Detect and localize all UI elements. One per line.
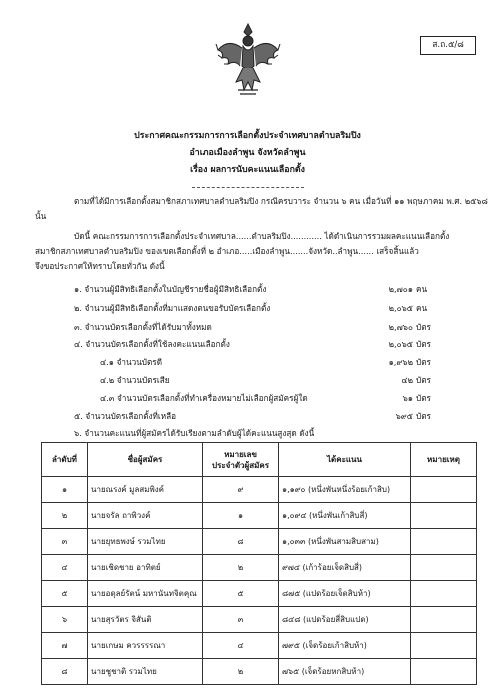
cell-remark — [411, 477, 477, 503]
stat-unit: คน — [416, 303, 428, 313]
stat-row — [0, 356, 495, 368]
body-line-3: จึงขอประกาศให้ทราบโดยทั่วกัน ดังนี้ — [35, 261, 165, 271]
cell-number: ๓ — [203, 607, 279, 633]
cell-votes: ๘๔๘ (แปดร้อยสี่สิบแปด) — [279, 607, 411, 633]
cell-number: ๒ — [203, 659, 279, 685]
cell-order: ๓ — [42, 529, 88, 555]
stat-label: ๑. จำนวนผู้มีสิทธิเลือกตั้งในบัญชีรายชื่อผู้มีสิทธิเลือกตั้ง — [74, 284, 267, 294]
col-header-remark: หมายเหตุ — [411, 443, 477, 477]
stat-unit: บัตร — [416, 375, 431, 385]
cell-remark — [411, 659, 477, 685]
cell-name: นายชูชาติ รวมไทย — [88, 659, 203, 685]
table-row — [42, 633, 477, 659]
cell-order: ๔ — [42, 555, 88, 581]
stat-unit: บัตร — [416, 322, 431, 332]
intro-line-2: นั้น — [35, 211, 47, 221]
table-row — [42, 503, 477, 529]
stat-label: ๒. จำนวนผู้มีสิทธิเลือกตั้งที่มาแสดงตนขอรับบัตรเลือกตั้ง — [74, 303, 271, 313]
cell-votes: ๗๖๕ (เจ็ดร้อยหกสิบห้า) — [279, 659, 411, 685]
col-header-number-line1: หมายเลข — [224, 449, 257, 459]
cell-votes: ๑,๑๙๐ (หนึ่งพันหนึ่งร้อยเก้าสิบ) — [279, 477, 411, 503]
stat-row — [0, 374, 495, 386]
cell-number: ๒ — [203, 555, 279, 581]
stat-value: ๒,๗๖๐ — [388, 322, 413, 332]
cell-remark — [411, 633, 477, 659]
cell-order: ๗ — [42, 633, 88, 659]
cell-order: ๑ — [42, 477, 88, 503]
stat-unit: บัตร — [416, 393, 431, 403]
cell-remark — [411, 607, 477, 633]
cell-name: นายเกษม ควรรรรณา — [88, 633, 203, 659]
cell-number: ๕ — [203, 581, 279, 607]
cell-remark — [411, 555, 477, 581]
cell-name: นายจรัล ถาพิวงค์ — [88, 503, 203, 529]
stat-value: ๒,๐๖๕ — [388, 303, 413, 313]
body-line-1: บัดนี้ คณะกรรมการการเลือกตั้งประจำเทศบาล......ตำบลริมปิง............ ได้ดำเนินการรวมผลคะแนนเลือกตั้ง — [74, 231, 450, 241]
stat-unit: บัตร — [416, 339, 431, 349]
table-row — [42, 581, 477, 607]
stat-unit: บัตร — [416, 357, 431, 367]
cell-votes: ๘๗๕ (แปดร้อยเจ็ดสิบห้า) — [279, 581, 411, 607]
stat-value: ๒,๐๖๕ — [388, 339, 413, 349]
cell-name: นายณรงค์ มูลสมพิงค์ — [88, 477, 203, 503]
results-intro: ๖. จำนวนคะแนนที่ผู้สมัครได้รับเรียงตามลำดับผู้ได้คะแนนสูงสุด ดังนี้ — [74, 428, 315, 438]
cell-remark — [411, 503, 477, 529]
intro-line-1: ตามที่ได้มีการเลือกตั้งสมาชิกสภาเทศบาลตำบลริมปิง กรณีครบวาระ จำนวน ๖ คน เมื่อวันที่ ๑๑ พฤษภาคม พ.ศ. ๒๕๖๘ — [74, 196, 488, 206]
cell-remark — [411, 529, 477, 555]
cell-name: นายอดุลย์รัตน์ มหานันทจิตคุณ — [88, 581, 203, 607]
stat-value: ๑,๙๖๒ — [388, 357, 413, 367]
col-header-votes: ได้คะแนน — [279, 443, 411, 477]
stat-row — [0, 321, 495, 333]
stat-unit: บัตร — [416, 411, 431, 421]
cell-name: นายสุรวัตร จิสันติ — [88, 607, 203, 633]
stat-row — [0, 338, 495, 350]
cell-votes: ๙๗๔ (เก้าร้อยเจ็ดสิบสี่) — [279, 555, 411, 581]
results-table — [41, 442, 477, 685]
stat-value: ๖๙๕ — [395, 411, 413, 421]
cell-number: ๙ — [203, 477, 279, 503]
cell-order: ๕ — [42, 581, 88, 607]
form-code-box: ส.ถ.๕/๘ — [420, 36, 476, 55]
cell-order: ๖ — [42, 607, 88, 633]
stat-value: ๔๒ — [401, 375, 413, 385]
stat-row — [0, 410, 495, 422]
table-row — [42, 529, 477, 555]
announcement-title: ประกาศคณะกรรมการการเลือกตั้งประจำเทศบาลตำบลริมปิง — [134, 131, 361, 141]
cell-remark — [411, 581, 477, 607]
header-divider — [192, 187, 304, 188]
stat-value: ๒,๗๐๑ — [388, 284, 413, 294]
cell-name: นายยุทธพงษ์ รวมไทย — [88, 529, 203, 555]
stat-row — [0, 392, 495, 404]
cell-votes: ๑,๐๙๔ (หนึ่งพันเก้าสิบสี่) — [279, 503, 411, 529]
cell-votes: ๗๙๕ (เจ็ดร้อยเก้าสิบห้า) — [279, 633, 411, 659]
table-row — [42, 607, 477, 633]
col-header-number — [203, 443, 279, 477]
announcement-district: อำเภอเมืองลำพูน จังหวัดลำพูน — [189, 148, 306, 158]
stat-label: ๔.๓ จำนวนบัตรเลือกตั้งที่ทำเครื่องหมายไม่เลือกผู้สมัครผู้ใด — [100, 393, 308, 403]
col-header-number-line2: ประจำตัวผู้สมัคร — [211, 460, 270, 470]
announcement-subject: เรื่อง ผลการนับคะแนนเลือกตั้ง — [190, 165, 305, 175]
col-header-name: ชื่อผู้สมัคร — [88, 443, 203, 477]
col-header-order: ลำดับที่ — [42, 443, 88, 477]
stat-label: ๕. จำนวนบัตรเลือกตั้งที่เหลือ — [74, 411, 177, 421]
cell-votes: ๑,๐๓๓ (หนึ่งพันสามสิบสาม) — [279, 529, 411, 555]
cell-order: ๒ — [42, 503, 88, 529]
cell-number: ๔ — [203, 633, 279, 659]
cell-name: นายเชิดชาย อาทิตย์ — [88, 555, 203, 581]
cell-number: ๘ — [203, 529, 279, 555]
stat-label: ๔. จำนวนบัตรเลือกตั้งที่ใช้ลงคะแนนเลือกตั้ง — [74, 339, 230, 349]
stat-row — [0, 283, 495, 295]
table-header-row — [42, 443, 477, 477]
table-row — [42, 659, 477, 685]
cell-order: ๘ — [42, 659, 88, 685]
stat-unit: คน — [416, 284, 428, 294]
stat-row — [0, 302, 495, 314]
cell-number: ๑ — [203, 503, 279, 529]
garuda-emblem-icon — [214, 20, 282, 98]
table-row — [42, 555, 477, 581]
stat-label: ๔.๑ จำนวนบัตรดี — [100, 357, 163, 367]
stat-value: ๖๑ — [402, 393, 413, 403]
table-row — [42, 477, 477, 503]
stat-label: ๓. จำนวนบัตรเลือกตั้งที่ได้รับมาทั้งหมด — [74, 322, 212, 332]
body-line-2: สมาชิกสภาเทศบาลตำบลริมปิง ของเขตเลือกตั้งที่ ๒ อำเภอ.....เมืองลำพูน.......จังหวัด..ลำพูน...... เสร็จสิ้นแล้ว — [35, 246, 419, 256]
stat-label: ๔.๒ จำนวนบัตรเสีย — [100, 375, 170, 385]
